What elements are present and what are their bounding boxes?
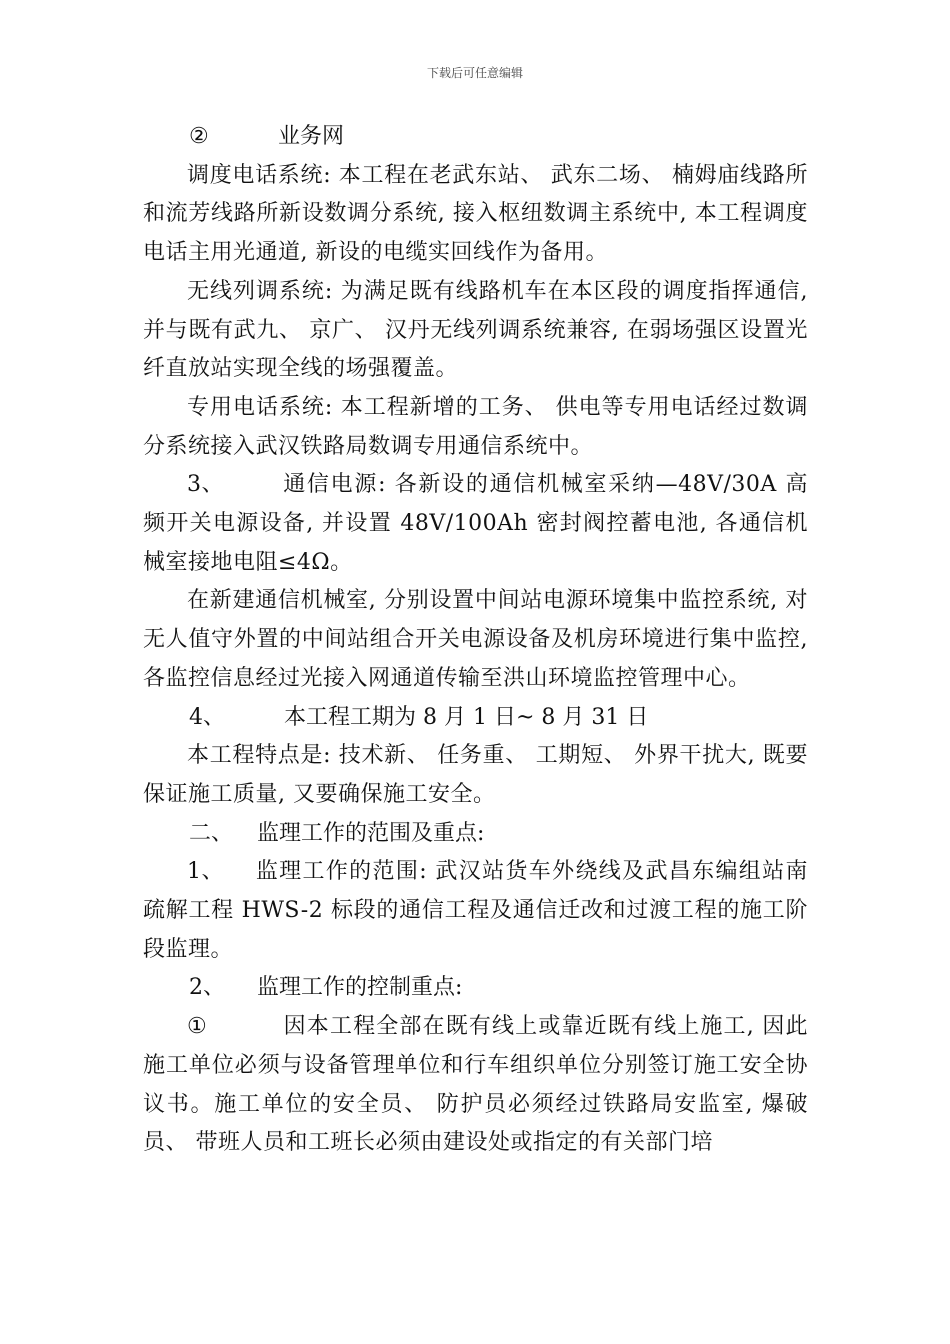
section-heading bbox=[143, 969, 808, 1008]
paragraph: 专用电话系统: 本工程新增的工务、 供电等专用电话经过数调分系统接入武汉铁路局数调专用通信系统中。 bbox=[143, 394, 808, 459]
item-number: ② bbox=[189, 124, 209, 149]
document-body bbox=[143, 118, 808, 1163]
item-number: 1、 bbox=[187, 859, 224, 885]
item-title: 本工程工期为 8 月 1 日~ 8 月 31 日 bbox=[284, 704, 649, 730]
item-title: 业务网 bbox=[278, 124, 345, 149]
item-text: 通信电源: 各新设的通信机械室采纳—48V/30A 高频开关电源设备, 并设置 48V/100Ah 密封阀控蓄电池, 各通信机械室接地电阻≤4Ω。 bbox=[143, 472, 808, 575]
paragraph: 无线列调系统: 为满足既有线路机车在本区段的调度指挥通信, 并与既有武九、 京广、 汉丹无线列调系统兼容, 在弱场强区设置光纤直放站实现全线的场强覆盖。 bbox=[143, 278, 808, 382]
item-number: ① bbox=[187, 1014, 208, 1040]
section-heading bbox=[143, 118, 808, 157]
item-number: 4、 bbox=[189, 704, 225, 730]
paragraph bbox=[143, 466, 808, 582]
section-heading bbox=[143, 699, 808, 738]
item-title: 监理工作的范围及重点: bbox=[257, 820, 485, 846]
paragraph bbox=[143, 1008, 808, 1163]
page-header-note: 下载后可任意编辑 bbox=[426, 66, 523, 80]
paragraph: 本工程特点是: 技术新、 任务重、 工期短、 外界干扰大, 既要保证施工质量, 又要确保施工安全。 bbox=[143, 743, 808, 807]
section-heading bbox=[143, 815, 808, 854]
item-number: 二、 bbox=[189, 820, 234, 846]
item-text: 因本工程全部在既有线上或靠近既有线上施工, 因此施工单位必须与设备管理单位和行车组织单位分别签订施工安全协议书。施工单位的安全员、 防护员必须经过铁路局安监室, 爆破员、 带班人员和工班长必须由建设处或指定的有关部门培 bbox=[143, 1014, 808, 1156]
item-number: 2、 bbox=[189, 975, 225, 1001]
paragraph: 在新建通信机械室, 分别设置中间站电源环境集中监控系统, 对无人值守外置的中间站组合开关电源设备及机房环境进行集中监控, 各监控信息经过光接入网通道传输至洪山环境监控管理中心。 bbox=[143, 588, 808, 691]
item-text: 监理工作的范围: 武汉站货车外绕线及武昌东编组站南疏解工程 HWS-2 标段的通信工程及通信迁改和过渡工程的施工阶段监理。 bbox=[143, 859, 808, 962]
paragraph: 调度电话系统: 本工程在老武东站、 武东二场、 楠姆庙线路所和流芳线路所新设数调分系统, 接入枢纽数调主系统中, 本工程调度电话主用光通道, 新设的电缆实回线作为备用。 bbox=[143, 162, 808, 266]
paragraph bbox=[143, 853, 808, 969]
item-number: 3、 bbox=[187, 472, 224, 498]
item-title: 监理工作的控制重点: bbox=[257, 975, 463, 1001]
